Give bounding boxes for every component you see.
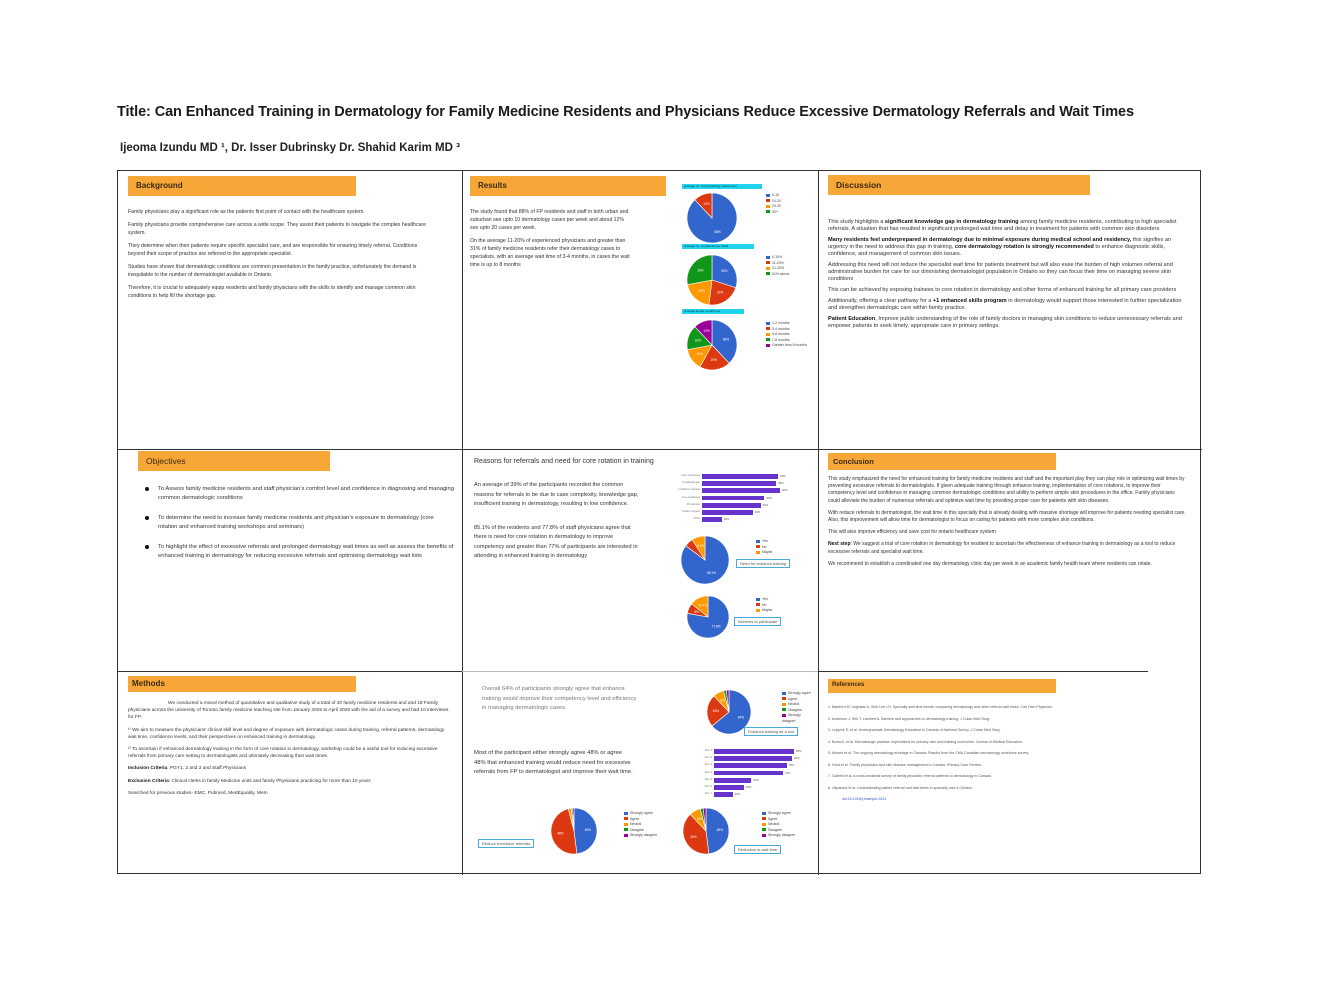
legend-swatch bbox=[762, 823, 766, 826]
background-text bbox=[128, 208, 428, 300]
legend-swatch bbox=[756, 609, 760, 612]
reference-item: 7. Gabrell et al. A cross-sectional survey of family physician referral patterns to dermatology in Canada. bbox=[828, 774, 992, 778]
legend-label: Strongly agree bbox=[768, 811, 791, 815]
poster-authors: Ijeoma Izundu MD ¹, Dr. Isser Dubrinsky Dr. Shahid Karim MD ³ bbox=[120, 142, 460, 154]
pie-slice-label: 12% bbox=[703, 329, 710, 334]
discussion-section bbox=[828, 175, 1198, 447]
pie-slice-label: 14.2% bbox=[698, 603, 708, 608]
wait-time-reduction-pie-chart bbox=[682, 807, 730, 855]
objective-item: To Assess family medicine residents and staff physician’s comfort level and confidence in diagnosing and managing common dermatologic conditions bbox=[138, 485, 454, 503]
legend-label: Disagree bbox=[630, 827, 645, 832]
legend-swatch bbox=[782, 703, 786, 706]
bar-category-label: Item 4 bbox=[704, 770, 712, 774]
chart-callout: Reduce excessive referrals bbox=[478, 839, 534, 848]
legend-swatch bbox=[766, 256, 770, 259]
pie-slice-label: 48% bbox=[557, 831, 564, 836]
methods-heading: Methods bbox=[128, 676, 356, 692]
discussion-text-run: among family medicine residents, contributing to high specialist referrals. A situation that has resulted in significant prolonged wait time and delay in treatment for patients with common skin disorders. bbox=[828, 219, 1177, 232]
background-paragraph: Therefore, it is crucial to adequately equip residents and family physicians with the skills to identify and manage common skin conditions to help fill the shortage gap. bbox=[128, 285, 416, 299]
legend-entry bbox=[756, 550, 773, 556]
legend-label: Strongly agree bbox=[630, 811, 653, 815]
chart-callout: Reduction in wait time bbox=[734, 845, 781, 854]
discussion-text-run: Additionally, offering a clear pathway for a bbox=[828, 298, 933, 304]
background-heading: Background bbox=[128, 176, 356, 196]
bar bbox=[714, 778, 751, 783]
chart-legend bbox=[766, 321, 807, 349]
conclusion-paragraph: This will also improve efficiency and save cost for ontario healthcare system bbox=[828, 529, 996, 536]
legend-swatch bbox=[766, 205, 770, 208]
legend-label: Maybe bbox=[762, 608, 773, 612]
referral-reduction-pie-chart bbox=[550, 807, 598, 855]
legend-swatch bbox=[782, 708, 786, 711]
referrals-pie-chart bbox=[686, 254, 738, 306]
chart-title: Average length of wait time bbox=[682, 309, 744, 314]
pie-slice-label: 8% bbox=[720, 698, 725, 703]
bar-category-label: Knowledge gap bbox=[682, 481, 700, 485]
pie-slice-label: 48% bbox=[716, 828, 723, 833]
bar bbox=[714, 785, 744, 790]
bar-category-label: Low confidence bbox=[681, 495, 700, 499]
bar-value-label: 86% bbox=[796, 749, 802, 753]
bar-value-label: 30% bbox=[762, 502, 769, 507]
chart-legend bbox=[782, 691, 814, 724]
bar-row bbox=[654, 517, 804, 523]
legend-label: Agree bbox=[768, 816, 778, 821]
bar bbox=[702, 510, 753, 515]
reasons-bar-chart bbox=[654, 474, 804, 524]
chart-callout: Interests to participate bbox=[734, 617, 781, 626]
bar-value-label: 38% bbox=[778, 481, 784, 486]
bar-category-label: Item 3 bbox=[704, 763, 712, 767]
bar-row bbox=[666, 756, 814, 762]
column-divider bbox=[462, 171, 463, 875]
legend-swatch bbox=[766, 322, 770, 325]
interest-pie-chart bbox=[686, 595, 730, 639]
legend-swatch bbox=[756, 540, 760, 543]
conclusion-text-run: : We suggest a trial of core rotation in dermatology for resident to ascertain the effectiveness of enhance training in dermatology as a tool to reduce excessive referrals and specialist wait time. bbox=[828, 541, 1176, 555]
conclusion-paragraph: We recommend to establish a coordinated one day dermatology clinic day per week in an academic family health team where residents can rotate. bbox=[828, 560, 1152, 567]
methods-paragraph: ²⁾ To ascertain if enhanced dermatology training in the form of core rotation in dermatology, workshop could be a useful tool for reducing excessive referrals from primary care setting to dermatologists and ultimately decreasing their wait times. bbox=[128, 747, 438, 760]
legend-label: 10-20 bbox=[772, 198, 781, 203]
chart-callout: Need for enhance training bbox=[736, 559, 790, 568]
legend-label: 31% above bbox=[772, 271, 790, 276]
conclusion-emphasis: Next step bbox=[828, 541, 851, 548]
bar-value-label: 84% bbox=[794, 756, 800, 761]
pie-slice-label: 20% bbox=[698, 288, 705, 293]
pie-slice-label: 30% bbox=[720, 269, 728, 274]
reference-link[interactable]: doi:10.1016/j.example.2024 bbox=[842, 797, 887, 801]
bar-row bbox=[654, 488, 804, 494]
poster-grid bbox=[117, 170, 1201, 874]
bar-value-label: 78% bbox=[788, 763, 795, 768]
legend-label: Strongly disagree bbox=[768, 833, 796, 837]
discussion-text-run: to enhance diagnostic skills, confidence, and management of common skin issues. bbox=[828, 244, 1166, 257]
reasons-text bbox=[474, 481, 644, 566]
legend-label: Disagree bbox=[768, 827, 783, 832]
pie-slice-label: 14% bbox=[696, 351, 704, 356]
pie-slice-label: 8.9% bbox=[697, 544, 705, 549]
legend-label: Neutral bbox=[768, 822, 780, 826]
legend-entry bbox=[766, 272, 790, 278]
legend-swatch bbox=[624, 834, 628, 837]
legend-label: Maybe bbox=[762, 550, 773, 554]
bar bbox=[714, 749, 794, 754]
legend-label: 30+ bbox=[772, 209, 778, 214]
discussion-text-run: in dermatology would support those interested in further specialization and strengthen dermatologic care within family practice. bbox=[828, 298, 1182, 311]
legend-swatch bbox=[762, 812, 766, 815]
row-divider bbox=[118, 449, 1202, 450]
legend-swatch bbox=[766, 210, 770, 213]
methods-paragraph: ¹⁾ We aim to measure the physicians’ clinical skill level and degree of exposure with dermatologic cases during training, referral patterns, dermatology wait time, confidence levels, and their perspectives on enhanced training in dermatology. bbox=[128, 727, 445, 740]
reasons-paragraph: 85.1% of the residents and 77.8% of staff physicians agree that there is need for core rotation in dermatology to improve competency and greater than 77% of participants are interested in attending in enhanced training in dermatology bbox=[474, 524, 638, 559]
objective-item: To determine the need to increase family medicine residents and physician’s exposure to dermatology (core rotation and enhanced training workshops and seminars) bbox=[138, 514, 454, 532]
pie-slice-label: 16% bbox=[694, 338, 701, 343]
legend-entry bbox=[762, 833, 795, 839]
objectives-heading: Objectives bbox=[138, 451, 330, 471]
legend-entry bbox=[782, 713, 814, 724]
reference-item: 8. Ukpakara et al. Understanding patient referral and wait times to specialty care in Ontario. bbox=[828, 785, 974, 790]
results-paragraph: On the average 11-20% of experienced physicians and greater than 31% of family medicine residents refer their dermatology cases to specialists, with an average wait time of 3-4 months, in cases the wait time is up to 8 months bbox=[470, 238, 630, 268]
legend-swatch bbox=[766, 327, 770, 330]
legend-label: Strongly disagree bbox=[630, 833, 658, 837]
legend-label: 3-4 months bbox=[772, 326, 790, 331]
reasons-heading: Reasons for referrals and need for core rotation in training bbox=[474, 458, 654, 465]
chart-callout: Enhance training as a tool bbox=[744, 727, 798, 736]
discussion-text-run: this signifies an urgency in the need to address this gap in training, bbox=[828, 237, 1172, 250]
bar-category-label: Patient request bbox=[682, 509, 700, 513]
chart-title: Average no. of dermatology cases seen bbox=[682, 184, 762, 189]
legend-label: Neutral bbox=[630, 822, 642, 826]
chart-legend bbox=[766, 193, 781, 215]
conclusion-section bbox=[828, 451, 1198, 667]
results-section bbox=[470, 175, 814, 447]
legend-swatch bbox=[624, 828, 628, 831]
legend-swatch bbox=[756, 545, 760, 548]
legend-label: 11-20% bbox=[772, 260, 784, 265]
training-section bbox=[474, 681, 814, 871]
bar-row bbox=[654, 496, 804, 502]
legend-entry bbox=[624, 811, 657, 817]
objective-item: To highlight the effect of excessive referrals and prolonged dermatology wait times as well as assess the benefits of enhanced training in dermatology for reducing excessive referrals and optimising dermatology wait lists bbox=[138, 543, 454, 561]
reference-item: 4. Buesch, et al. Dermatologic practice: implications for primary care and training curriculum. Journal of Medical Education. bbox=[828, 739, 1023, 744]
methods-text-run: : Clinical clerks in family Medicine units and family Physicians practicing for more than 10 years bbox=[168, 778, 371, 784]
discussion-paragraph: Addressing this need will not reduce the specialist wait time for patients treatment but will also ease the burden of high volumes referral and administrative burden for care for our diminishing dermatologist population in Ontario so they can focus their time on managing severe skin conditions bbox=[828, 262, 1173, 282]
background-paragraph: They determine when their patients require specific specialist care, and are responsible for ensuring timely referral. Conditions beyond their scope of practice are referred to the appropriate specialist. bbox=[128, 243, 418, 257]
bar-category-label: Item 1 bbox=[704, 749, 712, 752]
methods-paragraph: Searched for previous studies- EMC, Pubmed, MedEquality, Mem bbox=[128, 790, 268, 796]
bar-value-label: 74% bbox=[784, 770, 791, 775]
pie-slice-label: 24% bbox=[712, 709, 720, 714]
bar-value-label: 39% bbox=[780, 474, 786, 478]
bar-row bbox=[654, 503, 804, 509]
legend-label: 7-8 months bbox=[772, 337, 790, 342]
discussion-emphasis: significant knowledge gap in dermatology training bbox=[884, 219, 1019, 225]
pie-slice-label: 38% bbox=[722, 337, 730, 342]
pie-slice-label: 77.8% bbox=[711, 624, 721, 629]
discussion-emphasis: core dermatology rotation is strongly recommended bbox=[954, 244, 1094, 250]
references-heading: References bbox=[828, 679, 1056, 693]
bar-category-label: Procedures bbox=[686, 502, 700, 506]
bar-value-label: 32% bbox=[745, 784, 752, 789]
legend-swatch bbox=[756, 603, 760, 606]
objectives-list bbox=[138, 485, 454, 561]
bar-value-label: 10% bbox=[723, 517, 730, 522]
chart-legend bbox=[756, 597, 773, 614]
bar-row bbox=[666, 771, 814, 777]
legend-swatch bbox=[762, 828, 766, 831]
training-paragraph: Most of the participant either strongly agree 48% or agree 48% that enhanced training would reduce need for excessive referrals from FP to dermatologist and improve their wait time. bbox=[474, 750, 633, 775]
references-list bbox=[828, 705, 1128, 803]
legend-swatch bbox=[782, 697, 786, 700]
legend-swatch bbox=[782, 714, 786, 717]
conclusion-heading: Conclusion bbox=[828, 453, 1056, 470]
pie-slice-label: 8% bbox=[694, 609, 699, 614]
row-divider bbox=[118, 671, 462, 672]
legend-entry bbox=[782, 691, 814, 697]
bar-row bbox=[666, 749, 814, 755]
reference-item: 3. Leppink S, et al. Undergraduate Dermatology Education in Canada: A National Survey. J Cutan Med Surg. bbox=[828, 728, 1001, 732]
discussion-emphasis: Many residents feel underprepared in dermatology due to minimal exposure during medical school and residency, bbox=[828, 237, 1133, 243]
pie-slice-label: 20% bbox=[710, 357, 718, 362]
legend-entry bbox=[766, 343, 807, 349]
pie-slice-label: 12% bbox=[703, 202, 710, 207]
bar bbox=[702, 503, 761, 508]
legend-label: 0-10% bbox=[772, 255, 783, 259]
bar bbox=[702, 481, 776, 486]
reference-item: 1. Bamford M, Vogelaar A, Shin Lee LH. Specialty wait time trends: comparing dermatology and other referral wait times. Can Fam Physician. bbox=[828, 705, 1053, 709]
legend-swatch bbox=[766, 338, 770, 341]
chart-legend bbox=[624, 811, 657, 839]
chart-title: Average no. of referrals per week bbox=[682, 244, 754, 249]
bar-row bbox=[654, 510, 804, 516]
legend-label: Strongly disagree bbox=[782, 713, 801, 723]
legend-entry bbox=[756, 608, 773, 614]
bar-row bbox=[654, 474, 804, 480]
bar bbox=[702, 496, 764, 501]
chart-legend bbox=[762, 811, 795, 839]
legend-swatch bbox=[762, 834, 766, 837]
bar-value-label: 32% bbox=[766, 495, 772, 500]
bar-category-label: Item 5 bbox=[704, 777, 712, 781]
legend-swatch bbox=[624, 817, 628, 820]
methods-emphasis: Inclusion Criteria bbox=[128, 766, 168, 772]
discussion-heading: Discussion bbox=[828, 175, 1090, 195]
background-section bbox=[128, 175, 438, 445]
poster-title: Title: Can Enhanced Training in Dermatology for Family Medicine Residents and Physicians Reduce Excessive Dermatology Referrals and Wait Times bbox=[117, 104, 1134, 120]
bar-category-label: Item 2 bbox=[704, 756, 712, 760]
pie-slice-label: 22% bbox=[716, 290, 724, 295]
methods-paragraph: We conducted a mixed method of quantitative and qualitative study of a total of 40 family medicine residents and and 18 Family physicians across the university of Toronto family medicine teaching site from January 2025 to April 2025 with the aid of a survey and had 10 interviews for FP. bbox=[128, 701, 449, 721]
discussion-text-run: , Improve public understanding of the role of family doctors in managing skin conditions to reduce unnecessary referrals and empower patients to seek timely, appropriate care in primary settings. bbox=[828, 316, 1182, 329]
legend-swatch bbox=[766, 267, 770, 270]
methods-section bbox=[128, 673, 458, 871]
bar-category-label: Item 6 bbox=[704, 784, 712, 788]
methods-emphasis: Exclusion Criteria bbox=[128, 778, 169, 784]
legend-label: Agree bbox=[788, 696, 798, 701]
discussion-paragraph: This can be achieved by exposing trainees to core rotation in dermatology and other forms of enhanced training for all primary care providers bbox=[828, 287, 1177, 293]
discussion-text bbox=[828, 219, 1188, 330]
legend-swatch bbox=[762, 817, 766, 820]
chart-legend bbox=[766, 255, 790, 277]
bar-row bbox=[654, 481, 804, 487]
legend-label: No bbox=[762, 544, 767, 549]
bar bbox=[714, 763, 787, 768]
row-divider bbox=[462, 671, 818, 672]
conclusion-paragraph: With reduce referrals to dermatologist, the wait time in this specialty that is already dealing with massive shortage will improve for patients needing specialist care. Also, this improvement will allow time for dermatologist to focus on caring for patients with more complex skin conditions. bbox=[828, 509, 1186, 524]
discussion-text-run: This study highlights a bbox=[828, 219, 885, 225]
bar bbox=[702, 488, 780, 493]
reference-item: 6. Hurd et al. Family physicians and skin disease management in Canada. Primary Care Review. bbox=[828, 762, 982, 767]
wait-time-pie-chart bbox=[686, 319, 738, 371]
bar-value-label: 20% bbox=[734, 792, 741, 797]
legend-label: 1-2 months bbox=[772, 321, 790, 325]
pie-slice-label: 8% bbox=[697, 816, 702, 821]
background-paragraph: Family physicians provide comprehensive care across a wide scope. They assist their patients to navigate the complex healthcare system. bbox=[128, 222, 427, 236]
pie-slice-label: 64% bbox=[737, 715, 745, 720]
bar-row bbox=[666, 763, 814, 769]
legend-label: Strongly agree bbox=[788, 691, 811, 695]
legend-label: Neutral bbox=[788, 702, 800, 706]
reasons-section bbox=[474, 457, 814, 669]
legend-label: Greater than 8 months bbox=[772, 343, 808, 347]
legend-label: Yes bbox=[762, 539, 768, 543]
legend-label: Yes bbox=[762, 597, 768, 601]
background-paragraph: Studies have shown that dermatologic conditions are common presentation in the family practice, unfortunately the demand is inequitable to the number of dermatologist available in Ontario. bbox=[128, 264, 417, 278]
legend-swatch bbox=[782, 692, 786, 695]
chart-legend bbox=[756, 539, 773, 556]
methods-text bbox=[128, 700, 450, 797]
bar-value-label: 40% bbox=[782, 488, 788, 493]
training-bar-chart bbox=[666, 749, 814, 799]
legend-entry bbox=[762, 811, 795, 817]
legend-label: 0-10 bbox=[772, 193, 780, 197]
bar bbox=[714, 792, 733, 797]
objectives-section bbox=[138, 451, 454, 667]
legend-swatch bbox=[756, 598, 760, 601]
legend-swatch bbox=[756, 551, 760, 554]
bar-category-label: Insufficient training bbox=[678, 488, 700, 492]
legend-swatch bbox=[624, 823, 628, 826]
legend-swatch bbox=[766, 261, 770, 264]
bar bbox=[702, 474, 778, 479]
results-text bbox=[470, 208, 630, 269]
cases-seen-pie-chart bbox=[686, 192, 738, 244]
legend-swatch bbox=[624, 812, 628, 815]
legend-entry bbox=[766, 210, 781, 216]
pie-slice-label: 48% bbox=[584, 828, 591, 833]
bar-row bbox=[666, 792, 814, 798]
bar bbox=[714, 756, 792, 761]
bar-row bbox=[666, 778, 814, 784]
legend-label: 21-30% bbox=[772, 266, 785, 270]
training-paragraph: Overall 64% of participants strongly agree that enhance training would improve their competency level and efficiency in managing dermatologic cases. bbox=[482, 686, 637, 711]
background-paragraph: Family physicians play a significant role as the patients first point of contact with the healthcare system. bbox=[128, 209, 365, 215]
results-paragraph: The study found that 88% of FP residents and staff in both urban and suburban see upto 10 dermatology cases per week and about 12% see upto 20 cases per week. bbox=[470, 209, 629, 231]
row-divider bbox=[818, 671, 1148, 672]
discussion-emphasis: Patient Education bbox=[828, 316, 876, 322]
legend-swatch bbox=[766, 333, 770, 336]
bar-category-label: Other bbox=[693, 517, 700, 521]
legend-label: 5-6 months bbox=[772, 332, 790, 336]
references-section bbox=[828, 673, 1198, 871]
bar-value-label: 40% bbox=[753, 777, 759, 782]
bar-category-label: Case complexity bbox=[680, 474, 700, 477]
legend-swatch bbox=[766, 272, 770, 275]
legend-label: Disagree bbox=[788, 707, 803, 712]
conclusion-text bbox=[828, 476, 1188, 568]
discussion-emphasis: +1 enhanced skills program bbox=[932, 298, 1007, 304]
reference-item: 5. Ahmed et al. The ongoing dermatology shortage in Canada: Results from the CMA Canadian dermatology workforce survey. bbox=[828, 751, 1030, 755]
legend-label: Agree bbox=[630, 816, 640, 821]
legend-label: No bbox=[762, 602, 767, 607]
column-divider bbox=[818, 171, 819, 875]
bar-row bbox=[666, 785, 814, 791]
pie-slice-label: 88% bbox=[714, 229, 721, 234]
pie-slice-label: 40% bbox=[690, 834, 697, 839]
need-training-pie-chart bbox=[680, 535, 730, 585]
reference-item: 2. Anderson J, Kirk T, Lambert A. Barriers and approaches to dermatology training. J Cutan Med Surg. bbox=[828, 716, 991, 721]
legend-swatch bbox=[766, 199, 770, 202]
legend-swatch bbox=[766, 194, 770, 197]
conclusion-paragraph: This study emphasized the need for enhanced training for family medicine residents and staff and the important play they can play role in optimizing wait times by preventing excessive referrals to dermatologists. If given adequate training through enhance training, implementation of core rotations, to improve their competency level and confidence in managing common dermatologic conditions and ability to perform simple skin procedures in the office. Family physicians could alleviate the burden of numerous referrals and optimize wait time by providing proper care for patients with skin diseases. bbox=[828, 476, 1185, 504]
legend-entry bbox=[624, 833, 657, 839]
pie-slice-label: 85.1% bbox=[706, 570, 717, 575]
legend-swatch bbox=[766, 344, 770, 347]
bar bbox=[714, 771, 783, 776]
legend-label: 20-30 bbox=[772, 204, 781, 208]
bar-value-label: 26% bbox=[754, 509, 761, 514]
bar bbox=[702, 517, 722, 522]
results-heading: Results bbox=[470, 176, 666, 196]
pie-slice-label: 28% bbox=[697, 268, 704, 273]
reasons-paragraph: An average of 39% of the participants recorded the common reasons for referrals to be due to case complexity, knowledge gap, insufficient training in dermatology, resulting in low confidence. bbox=[474, 482, 639, 507]
methods-text-run: : PGY1, 2 and 3 and Staff Physicians bbox=[167, 766, 247, 772]
bar-category-label: Item 7 bbox=[704, 792, 712, 796]
